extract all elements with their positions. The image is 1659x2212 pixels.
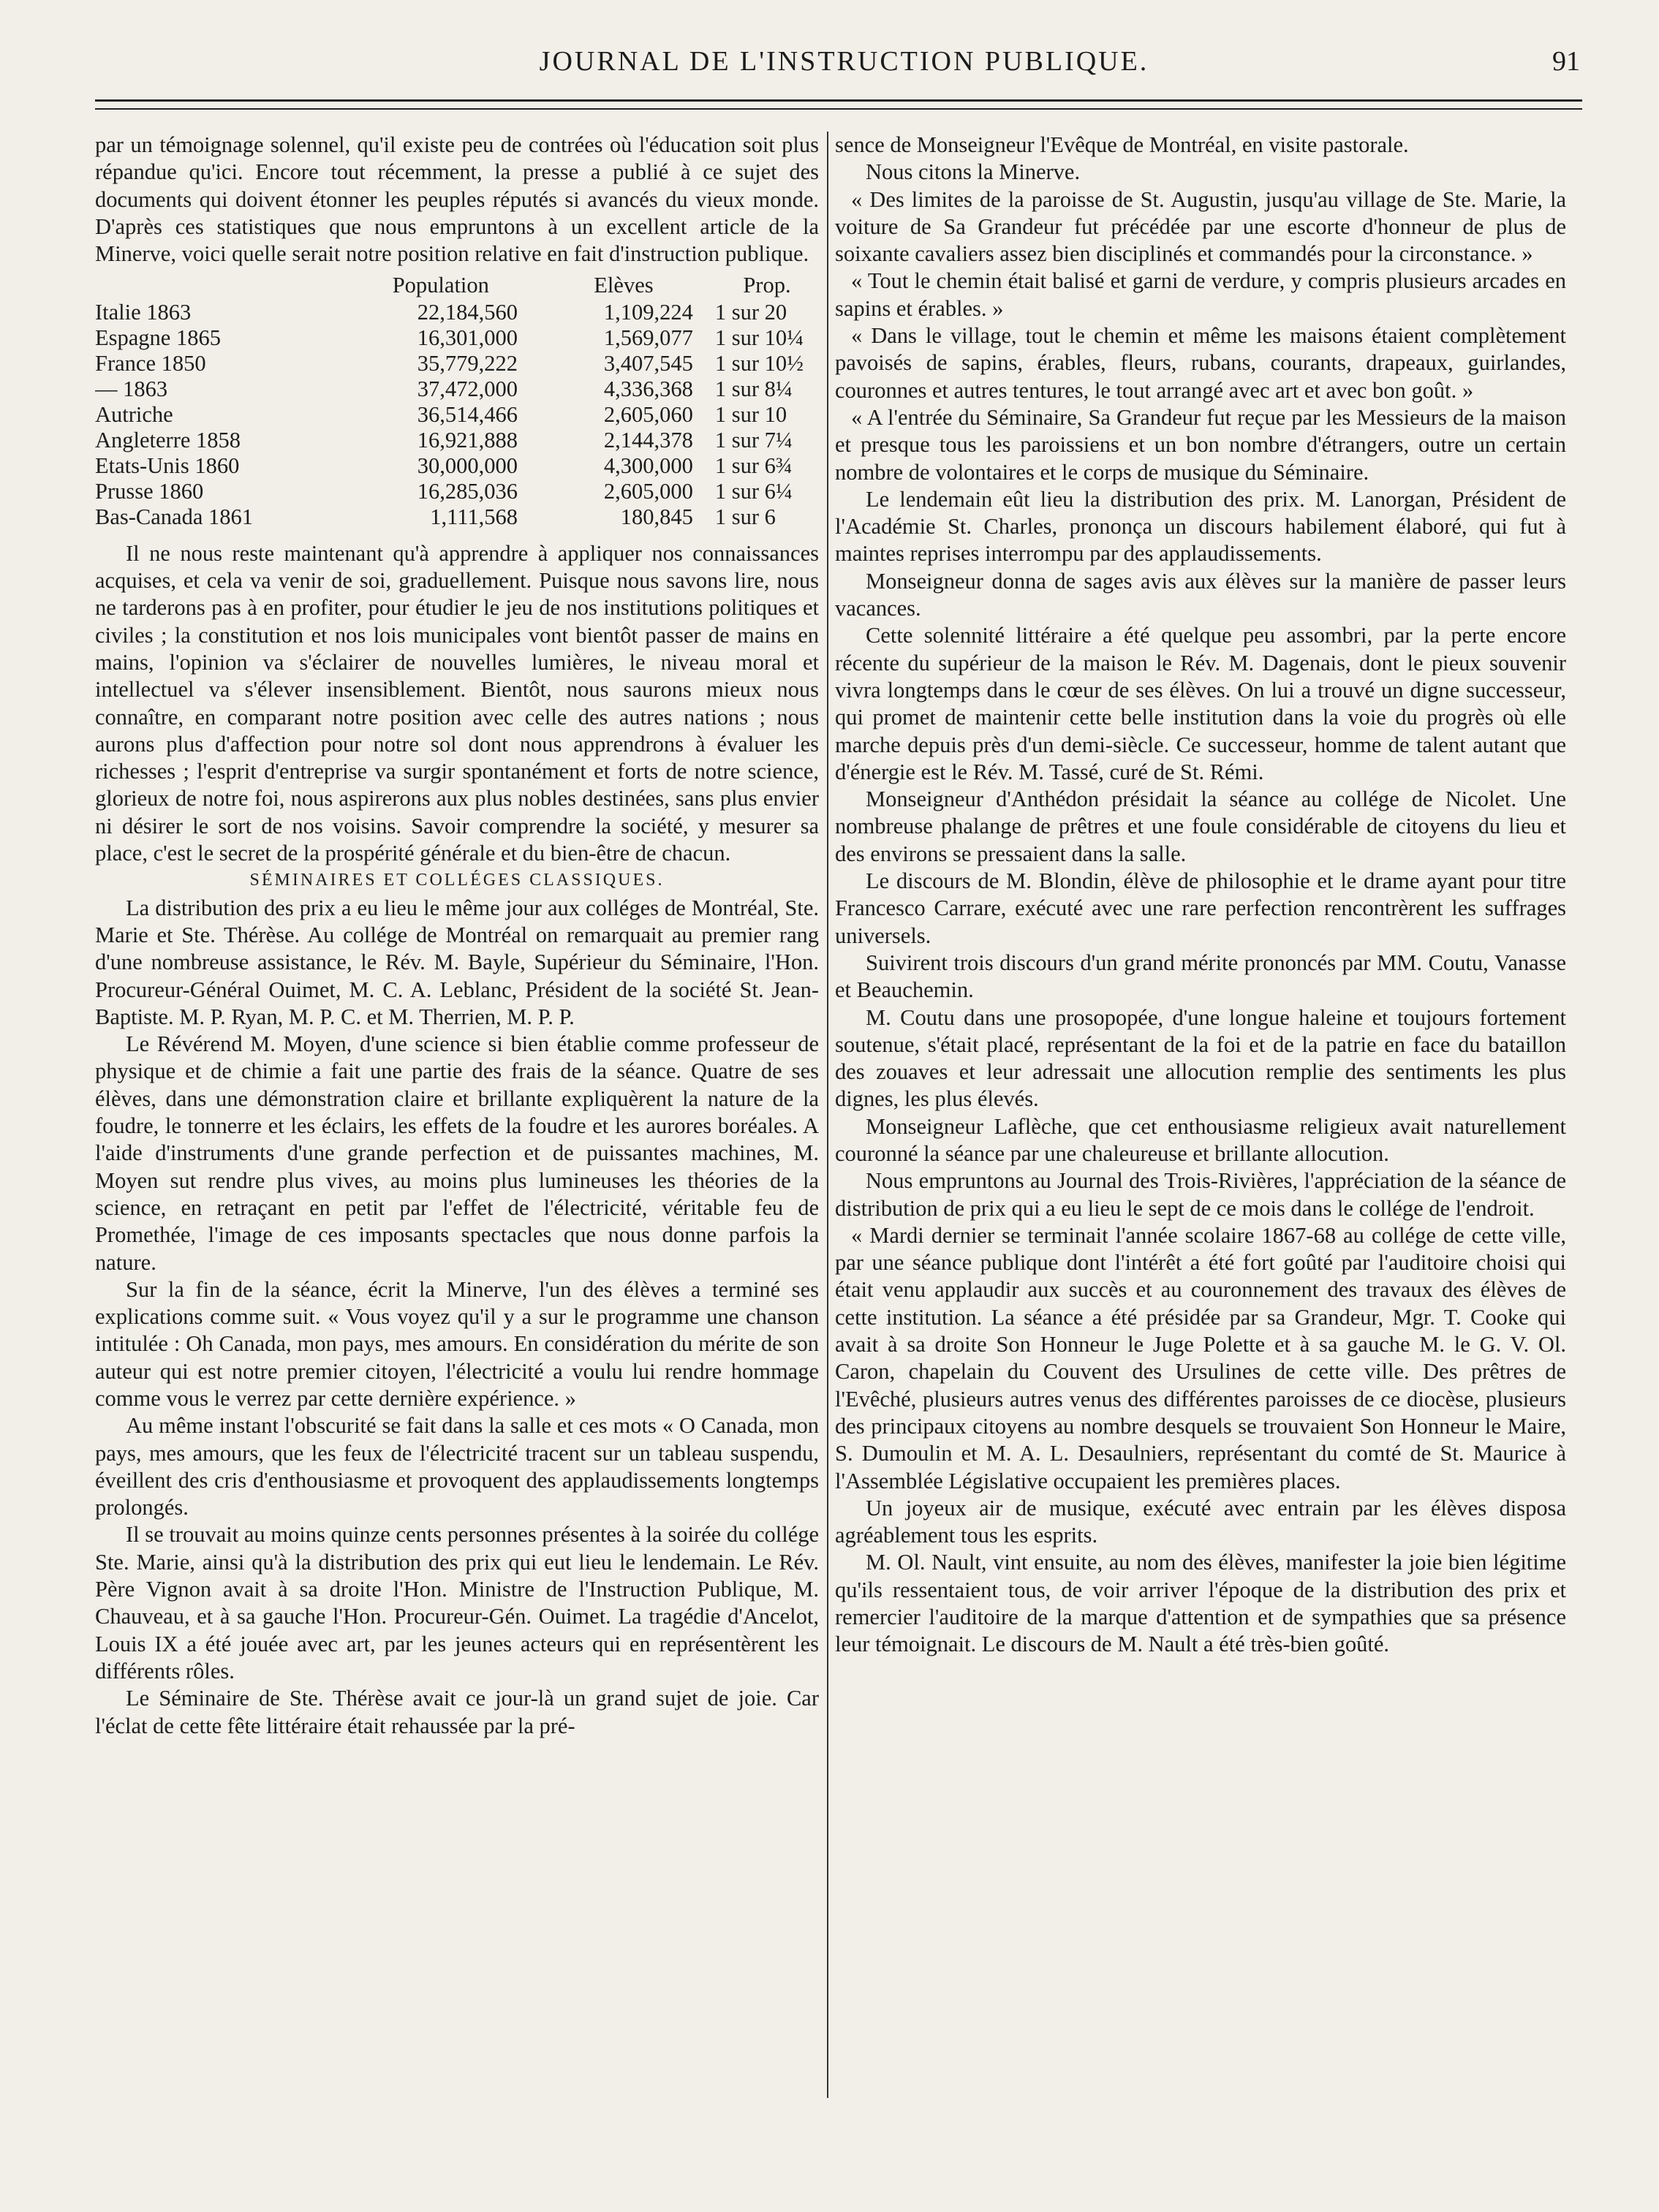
paragraph: Cette solennité littéraire a été quelque peu assombri, par la perte encore récente du supérieur de la maison le Rév. M. Dagenais, dont le pieux souvenir vivra longtemps dans le cœur de ses élèves. On lui a trouvé un digne successeur, qui promet de maintenir cette belle institution dans la voie du progrès où elle marche depuis près d'un demi-siècle. Ce successeur, homme de talent autant que d'énergie est le Rév. M. Tassé, curé de St. Rémi. (835, 623, 1566, 784)
table-row (95, 453, 819, 479)
paragraph: « Mardi dernier se terminait l'année scolaire 1867-68 au collége de cette ville, par une séance publique dont l'intérêt a été fort goûté par l'auditoire choisi qui était venu applaudir aux succès et au couronnement des travaux des élèves de cette institution. La séance a été présidée par sa Grandeur, Mgr. T. Cooke qui avait à sa droite Son Honneur le Juge Polette et à sa gauche M. le G. V. Ol. Caron, chapelain du Couvent des Ursulines de cette ville. Des prêtres de l'Evêché, plusieurs autres venus des différentes paroisses de ce diocèse, plusieurs des principaux citoyens au nombre desquels se trouvaient Son Honneur le Maire, S. Dumoulin et M. A. L. Desaulniers, représentant du comté de St. Maurice à l'Assemblée Législative occupaient les premières places. (835, 1222, 1566, 1493)
country-cell: — 1863 (95, 376, 168, 401)
table-row (95, 504, 819, 530)
pupils-cell: 2,144,378 (603, 427, 693, 452)
paragraph: Nous citons la Minerve. (866, 159, 1081, 185)
paragraph: par un témoignage solennel, qu'il existe peu de contrées où l'éducation soit plus répandue qu'ici. Encore tout récemment, la presse a publié à ce sujet des documents qui doivent étonner les peuples réputés si avancés du vieux monde. D'après ces statistiques que nous empruntons à un excellent article de la Minerve, voici quelle serait notre position relative en fait d'instruction publique. (95, 132, 819, 267)
paragraph: Monseigneur d'Anthédon présidait la séance au collége de Nicolet. Une nombreuse phalange de prêtres et une foule considérable de citoyens du lieu et des environs se pressaient dans la salle. (835, 787, 1566, 866)
paragraph: « Dans le village, tout le chemin et même les maisons étaient complètement pavoisés de sapins, érables, fleurs, rubans, courants, drapeaux, guirlandes, couronnes et autres tentures, le tout arrangé avec art et avec bon goût. » (835, 323, 1566, 403)
paragraph: Il ne nous reste maintenant qu'à apprendre à appliquer nos connaissances acquises, et cela va venir de soi, graduellement. Puisque nous savons lire, nous ne tarderons pas à en profiter, pour étudier le jeu de nos institutions politiques et civiles ; la constitution et nos lois municipales vont bientôt passer de mains en mains, l'opinion va s'éclairer de nouvelles lumières, le niveau moral et intellectuel va s'élever insensiblement. Bientôt, nous saurons mieux nous connaître, en comparant notre position avec celle des autres nations ; nous aurons plus d'affection pour notre sol dont nous apprendrons à évaluer les richesses ; l'esprit d'entreprise va surgir spontanément et forts de notre science, glorieux de notre foi, nous aspirerons aux plus nobles destinées, sans plus envier ni désirer le sort de nos voisins. Savoir comprendre la société, y mesurer sa place, c'est le secret de la prospérité générale et du bien-être de chacun. (95, 540, 819, 866)
proportion-cell: 1 sur 6 (714, 504, 776, 529)
country-cell: Angleterre 1858 (95, 427, 241, 452)
pupils-cell: 2,605,000 (603, 478, 693, 504)
country-cell: Italie 1863 (95, 299, 192, 325)
paragraph: Monseigneur Laflèche, que cet enthousiasme religieux avait naturellement couronné la séance par une chaleureuse et brillante allocution. (835, 1113, 1566, 1166)
right-column (835, 132, 1566, 1659)
header-cell: Population (392, 273, 489, 298)
table-row (95, 300, 819, 325)
page-header (95, 45, 1593, 89)
population-cell: 36,514,466 (417, 401, 518, 427)
paragraph: Nous empruntons au Journal des Trois-Rivières, l'appréciation de la séance de distribution de prix qui a eu lieu le sept de ce mois dans le collége de l'endroit. (835, 1168, 1566, 1221)
pupils-cell: 4,336,368 (603, 376, 693, 401)
paragraph: sence de Monseigneur l'Evêque de Montréal, en visite pastorale. (835, 132, 1409, 157)
section-heading: SÉMINAIRES ET COLLÉGES CLASSIQUES. (249, 871, 665, 890)
paragraph: M. Coutu dans une prosopopée, d'une longue haleine et toujours fortement soutenue, s'était placé, représentant de la foi et de la patrie en face du bataillon des zouaves et leur adressait une allocution remplie des sentiments les plus dignes, les plus élevés. (835, 1004, 1566, 1112)
education-statistics-table (95, 272, 819, 529)
column-divider (827, 132, 828, 2098)
population-cell: 37,472,000 (417, 376, 518, 401)
population-cell: 35,779,222 (417, 350, 518, 376)
header-rule-thick (95, 99, 1582, 102)
country-cell: Espagne 1865 (95, 325, 221, 350)
country-cell: Prusse 1860 (95, 478, 204, 504)
left-column (95, 132, 819, 1740)
header-cell (95, 272, 349, 299)
population-cell: 22,184,560 (417, 299, 518, 325)
population-cell: 16,285,036 (417, 478, 518, 504)
page-number: 91 (1552, 46, 1580, 77)
proportion-cell: 1 sur 10¼ (714, 325, 804, 350)
table-header-row (95, 272, 819, 299)
paragraph: M. Ol. Nault, vint ensuite, au nom des élèves, manifester la joie bien légitime qu'ils ressentaient tous, de voir arriver l'époque de la distribution des prix et remercier l'auditoire de la marque d'attention et de sympathies que sa présence leur témoignait. Le discours de M. Nault a été très-bien goûté. (835, 1550, 1566, 1657)
header-rule-thin (95, 108, 1582, 110)
header-cell: Prop. (743, 273, 791, 298)
paragraph: La distribution des prix a eu lieu le même jour aux colléges de Montréal, Ste. Marie et Ste. Thérèse. Au collége de Montréal on remarquait au premier rang d'une nombreuse assistance, le Rév. M. Bayle, Supérieur du Séminaire, l'Hon. Procureur-Général Ouimet, M. C. A. Leblanc, Président de la société St. Jean-Baptiste. M. P. Ryan, M. P. C. et M. Therrien, M. P. P. (95, 895, 819, 1029)
country-cell: Etats-Unis 1860 (95, 452, 240, 478)
population-cell: 16,301,000 (417, 325, 518, 350)
table-row (95, 351, 819, 376)
paragraph: Il se trouvait au moins quinze cents personnes présentes à la soirée du collége Ste. Marie, ainsi qu'à la distribution des prix qui eut lieu le lendemain. Le Rév. Père Vignon avait à sa droite l'Hon. Ministre de l'Instruction Publique, M. Chauveau, et à sa gauche l'Hon. Procureur-Gén. Ouimet. La tragédie d'Ancelot, Louis IX a été jouée avec art, par les jeunes acteurs qui en représentèrent les différents rôles. (95, 1522, 819, 1683)
paragraph: « Tout le chemin était balisé et garni de verdure, y compris plusieurs arcades en sapins et érables. » (835, 268, 1566, 321)
proportion-cell: 1 sur 6¼ (714, 478, 793, 504)
paragraph: Monseigneur donna de sages avis aux élèves sur la manière de passer leurs vacances. (835, 568, 1566, 621)
population-cell: 16,921,888 (417, 427, 518, 452)
proportion-cell: 1 sur 10½ (714, 350, 804, 376)
table-row (95, 428, 819, 453)
paragraph: « A l'entrée du Séminaire, Sa Grandeur fut reçue par les Messieurs de la maison et presque tous les paroissiens et un bon nombre d'étrangers, outre un certain nombre de volontaires et le corps de musique du Séminaire. (835, 404, 1566, 485)
paragraph: Au même instant l'obscurité se fait dans la salle et ces mots « O Canada, mon pays, mes amours, que les feux de l'électricité tracent sur un tableau suspendu, éveillent des cris d'enthousiasme et provoquent des applaudissements longtemps prolongés. (95, 1413, 819, 1520)
journal-title: JOURNAL DE L'INSTRUCTION PUBLIQUE. (539, 46, 1149, 77)
proportion-cell: 1 sur 6¾ (714, 452, 793, 478)
table-row (95, 402, 819, 428)
paragraph: Le lendemain eût lieu la distribution des prix. M. Lanorgan, Président de l'Académie St. Charles, prononça un discours habilement élaboré, qui fut à maintes reprises interrompu par des applaudissements. (835, 486, 1566, 567)
table-row (95, 479, 819, 504)
paragraph: Le discours de M. Blondin, élève de philosophie et le drame ayant pour titre Francesco Carrare, exécuté avec une rare perfection rencontrèrent les suffrages universels. (835, 868, 1566, 948)
header-cell: Elèves (594, 273, 654, 298)
proportion-cell: 1 sur 20 (714, 299, 787, 325)
pupils-cell: 4,300,000 (603, 452, 693, 478)
country-cell: Autriche (95, 401, 173, 427)
proportion-cell: 1 sur 10 (714, 401, 787, 427)
paragraph: « Des limites de la paroisse de St. Augustin, jusqu'au village de Ste. Marie, la voiture de Sa Grandeur fut précédée par une escorte d'honneur de plus de soixante cavaliers assez bien disciplinés et commandés pour la circonstance. » (835, 186, 1566, 267)
paragraph: Sur la fin de la séance, écrit la Minerve, l'un des élèves a terminé ses explications comme suit. « Vous voyez qu'il y a sur le programme une chanson intitulée : Oh Canada, mon pays, mes amours. En considération du mérite de son auteur qui est notre premier citoyen, l'électricité a voulu lui rendre hommage comme vous le verrez par cette dernière expérience. » (95, 1276, 819, 1411)
pupils-cell: 2,605,060 (603, 401, 693, 427)
population-cell: 30,000,000 (417, 452, 518, 478)
paragraph: Suivirent trois discours d'un grand mérite prononcés par MM. Coutu, Vanasse et Beauchemin. (835, 950, 1566, 1003)
pupils-cell: 3,407,545 (603, 350, 693, 376)
paragraph: Le Révérend M. Moyen, d'une science si bien établie comme professeur de physique et de chimie a fait une partie des frais de la séance. Quatre de ses élèves, dans une démonstration claire et brillante expliquèrent la nature de la foudre, le tonnerre et les éclairs, les effets de la foudre et les aurores boréales. A l'aide d'instruments d'une grande perfection et de puissantes machines, M. Moyen sut rendre plus vives, au moins plus lumineuses les théories de la science, en retraçant en petit par l'effet de l'électricité, véritable feu de Promethée, l'image de ces imposants spectacles que nous donne parfois la nature. (95, 1031, 819, 1275)
table-row (95, 376, 819, 402)
population-cell: 1,111,568 (430, 504, 518, 529)
proportion-cell: 1 sur 8¼ (714, 376, 793, 401)
proportion-cell: 1 sur 7¼ (714, 427, 793, 452)
pupils-cell: 180,845 (620, 504, 693, 529)
table-row (95, 325, 819, 351)
pupils-cell: 1,569,077 (603, 325, 693, 350)
country-cell: Bas-Canada 1861 (95, 504, 253, 529)
country-cell: France 1850 (95, 350, 206, 376)
paragraph: Le Séminaire de Ste. Thérèse avait ce jour-là un grand sujet de joie. Car l'éclat de cette fête littéraire était rehaussée par la pré- (95, 1686, 819, 1738)
paragraph: Un joyeux air de musique, exécuté avec entrain par les élèves disposa agréablement tous les esprits. (835, 1495, 1566, 1548)
pupils-cell: 1,109,224 (603, 299, 693, 325)
